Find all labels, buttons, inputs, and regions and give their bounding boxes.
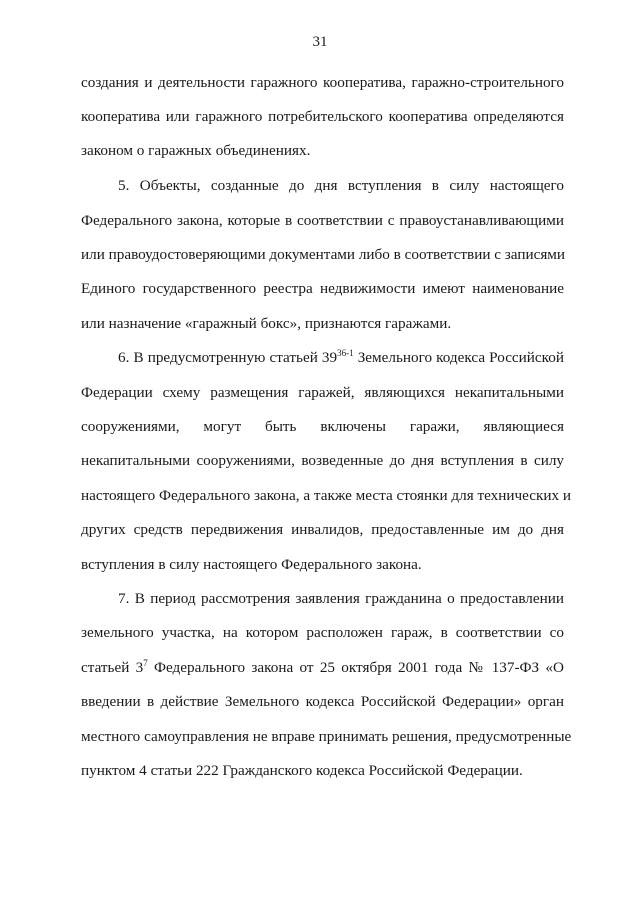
superscript: 36-1 [337, 348, 354, 358]
paragraph-line: законом о гаражных объединениях. [81, 142, 311, 159]
page-number: 31 [312, 34, 328, 50]
paragraph-line [81, 659, 564, 677]
paragraph-line: земельного участка, на котором расположен гараж, в соответствии со [81, 624, 564, 641]
text-segment: Федерального закона от 25 октября 2001 года № 137-ФЗ «О [147, 659, 564, 676]
paragraph-line: Федерального закона, которые в соответствии с правоустанавливающими [81, 212, 564, 229]
paragraph-line: введении в действие Земельного кодекса Российской Федерации» орган [81, 693, 564, 710]
paragraph-line: пунктом 4 статьи 222 Гражданского кодекса Российской Федерации. [81, 762, 523, 779]
text-segment: Земельного кодекса Российской [353, 349, 565, 366]
paragraph-line: некапитальными сооружениями, возведенные до дня вступления в силу [81, 452, 564, 469]
paragraph-line: сооружениями, могут быть включены гаражи, являющиеся [81, 418, 564, 435]
paragraph-line: других средств передвижения инвалидов, предоставленные им до дня [81, 521, 564, 538]
paragraph-6-first-line [118, 349, 564, 367]
paragraph-line: или правоудостоверяющими документами либо в соответствии с записями [81, 246, 566, 263]
paragraph-line: Федерации схему размещения гаражей, являющихся некапитальными [81, 384, 564, 401]
superscript: 7 [143, 658, 148, 668]
paragraph-7-first-line: 7. В период рассмотрения заявления гражданина о предоставлении [118, 590, 564, 607]
paragraph-line: вступления в силу настоящего Федерального закона. [81, 556, 422, 573]
paragraph-line: создания и деятельности гаражного кооператива, гаражно-строительного [81, 74, 564, 91]
paragraph-line: кооператива или гаражного потребительского кооператива определяются [81, 108, 564, 125]
text-segment: 6. В предусмотренную статьей 39 [118, 349, 338, 366]
paragraph-line: Единого государственного реестра недвижимости имеют наименование [81, 280, 564, 297]
text-segment: статьей 3 [81, 659, 144, 676]
paragraph-5-first-line: 5. Объекты, созданные до дня вступления в силу настоящего [118, 177, 564, 194]
paragraph-line: настоящего Федерального закона, а также места стоянки для технических и [81, 487, 572, 504]
paragraph-line: или назначение «гаражный бокс», признаются гаражами. [81, 315, 452, 332]
paragraph-line: местного самоуправления не вправе принимать решения, предусмотренные [81, 728, 572, 745]
